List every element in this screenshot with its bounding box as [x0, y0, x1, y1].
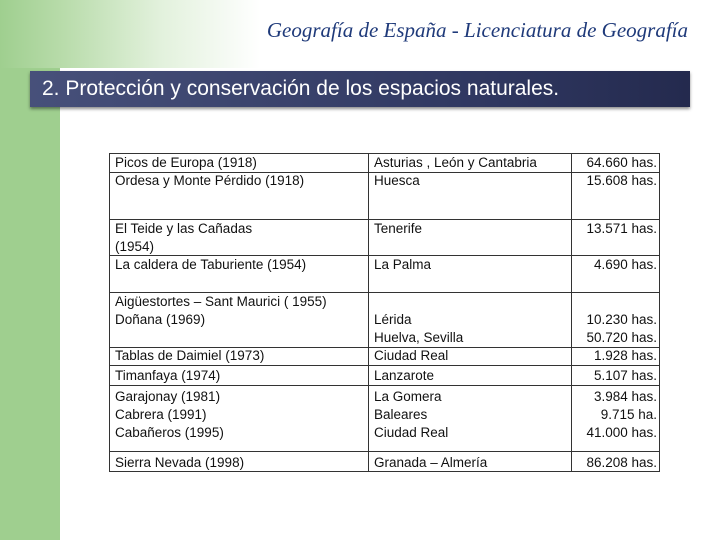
park-area-text: 13.571 has. [586, 221, 657, 236]
park-name-text: Timanfaya (1974) [115, 368, 221, 383]
park-area-text: 1.928 has. [593, 348, 657, 363]
park-area [573, 256, 657, 274]
national-parks-table [109, 153, 660, 472]
park-name [115, 256, 365, 274]
park-area [573, 154, 657, 172]
park-name [115, 388, 365, 442]
park-area-text: 10.230 has. [586, 312, 657, 327]
park-area-text: 64.660 has. [586, 155, 657, 170]
slide-header-title: Geografía de España - Licenciatura de Geografía [266, 18, 688, 42]
park-area [573, 367, 657, 385]
park-area [573, 347, 657, 365]
park-location-text: Granada – Almería [374, 455, 488, 470]
park-location-text: Lérida [374, 312, 412, 327]
park-area [573, 172, 657, 190]
park-area-text: 9.715 ha. [600, 407, 657, 422]
table-row [110, 154, 659, 173]
table-row [110, 385, 659, 452]
park-name-text: Picos de Europa (1918) [115, 155, 257, 170]
park-area-text: 41.000 has. [586, 425, 657, 440]
park-area [573, 220, 657, 238]
park-location-text: Lanzarote [374, 368, 435, 383]
park-area-text: 4.690 has. [593, 257, 657, 272]
park-name [115, 367, 365, 385]
park-name [115, 293, 365, 329]
park-location-text: Huesca [374, 173, 420, 188]
park-area [573, 454, 657, 472]
park-name-text: Sierra Nevada (1998) [115, 455, 245, 470]
park-location [374, 388, 570, 442]
park-location [374, 154, 570, 172]
park-area-text: 50.720 has. [586, 330, 657, 345]
park-location [374, 293, 570, 347]
park-location-text: Asturias , León y Cantabria [374, 155, 537, 170]
park-area-text: 3.984 has. [593, 389, 657, 404]
park-name [115, 220, 365, 256]
park-name-text: Cabañeros (1995) [115, 425, 224, 440]
table-row [110, 172, 659, 220]
park-name-text: Aigüestortes – Sant Maurici ( 1955) [115, 294, 327, 309]
table-row [110, 451, 659, 471]
park-location-text: Huelva, Sevilla [374, 330, 464, 345]
park-location-text: La Gomera [374, 389, 442, 404]
park-location-text: Ciudad Real [374, 425, 449, 440]
park-name [115, 454, 365, 472]
park-area [573, 293, 657, 347]
park-name-text: El Teide y las Cañadas [115, 221, 253, 236]
park-name-text: Doñana (1969) [115, 312, 206, 327]
park-name-text: La caldera de Taburiente (1954) [115, 257, 307, 272]
park-location-text: Tenerife [374, 221, 423, 236]
park-name-text: Tablas de Daimiel (1973) [115, 348, 265, 363]
spacer [374, 293, 570, 311]
park-location [374, 347, 570, 365]
park-location [374, 172, 570, 190]
park-name-text: Ordesa y Monte Pérdido (1918) [115, 173, 305, 188]
park-location [374, 220, 570, 238]
park-area-text: 5.107 has. [593, 368, 657, 383]
table-row [110, 256, 659, 293]
section-title: 2. Protección y conservación de los espacios naturales. [42, 77, 560, 100]
park-location-text: Baleares [374, 407, 428, 422]
park-location [374, 367, 570, 385]
park-name [115, 347, 365, 365]
park-name [115, 172, 365, 190]
spacer [573, 293, 657, 311]
table-row [110, 347, 659, 366]
park-area-text: 15.608 has. [586, 173, 657, 188]
park-name [115, 154, 365, 172]
park-area-text: 86.208 has. [586, 455, 657, 470]
table-row [110, 220, 659, 256]
park-name-text: Garajonay (1981) [115, 389, 221, 404]
park-location-text: La Palma [374, 257, 432, 272]
table-row [110, 293, 659, 348]
park-name-text: (1954) [115, 239, 155, 254]
park-name-text: Cabrera (1991) [115, 407, 207, 422]
park-location [374, 454, 570, 472]
park-location [374, 256, 570, 274]
park-area [573, 388, 657, 442]
park-location-text: Ciudad Real [374, 348, 449, 363]
table-row [110, 365, 659, 386]
